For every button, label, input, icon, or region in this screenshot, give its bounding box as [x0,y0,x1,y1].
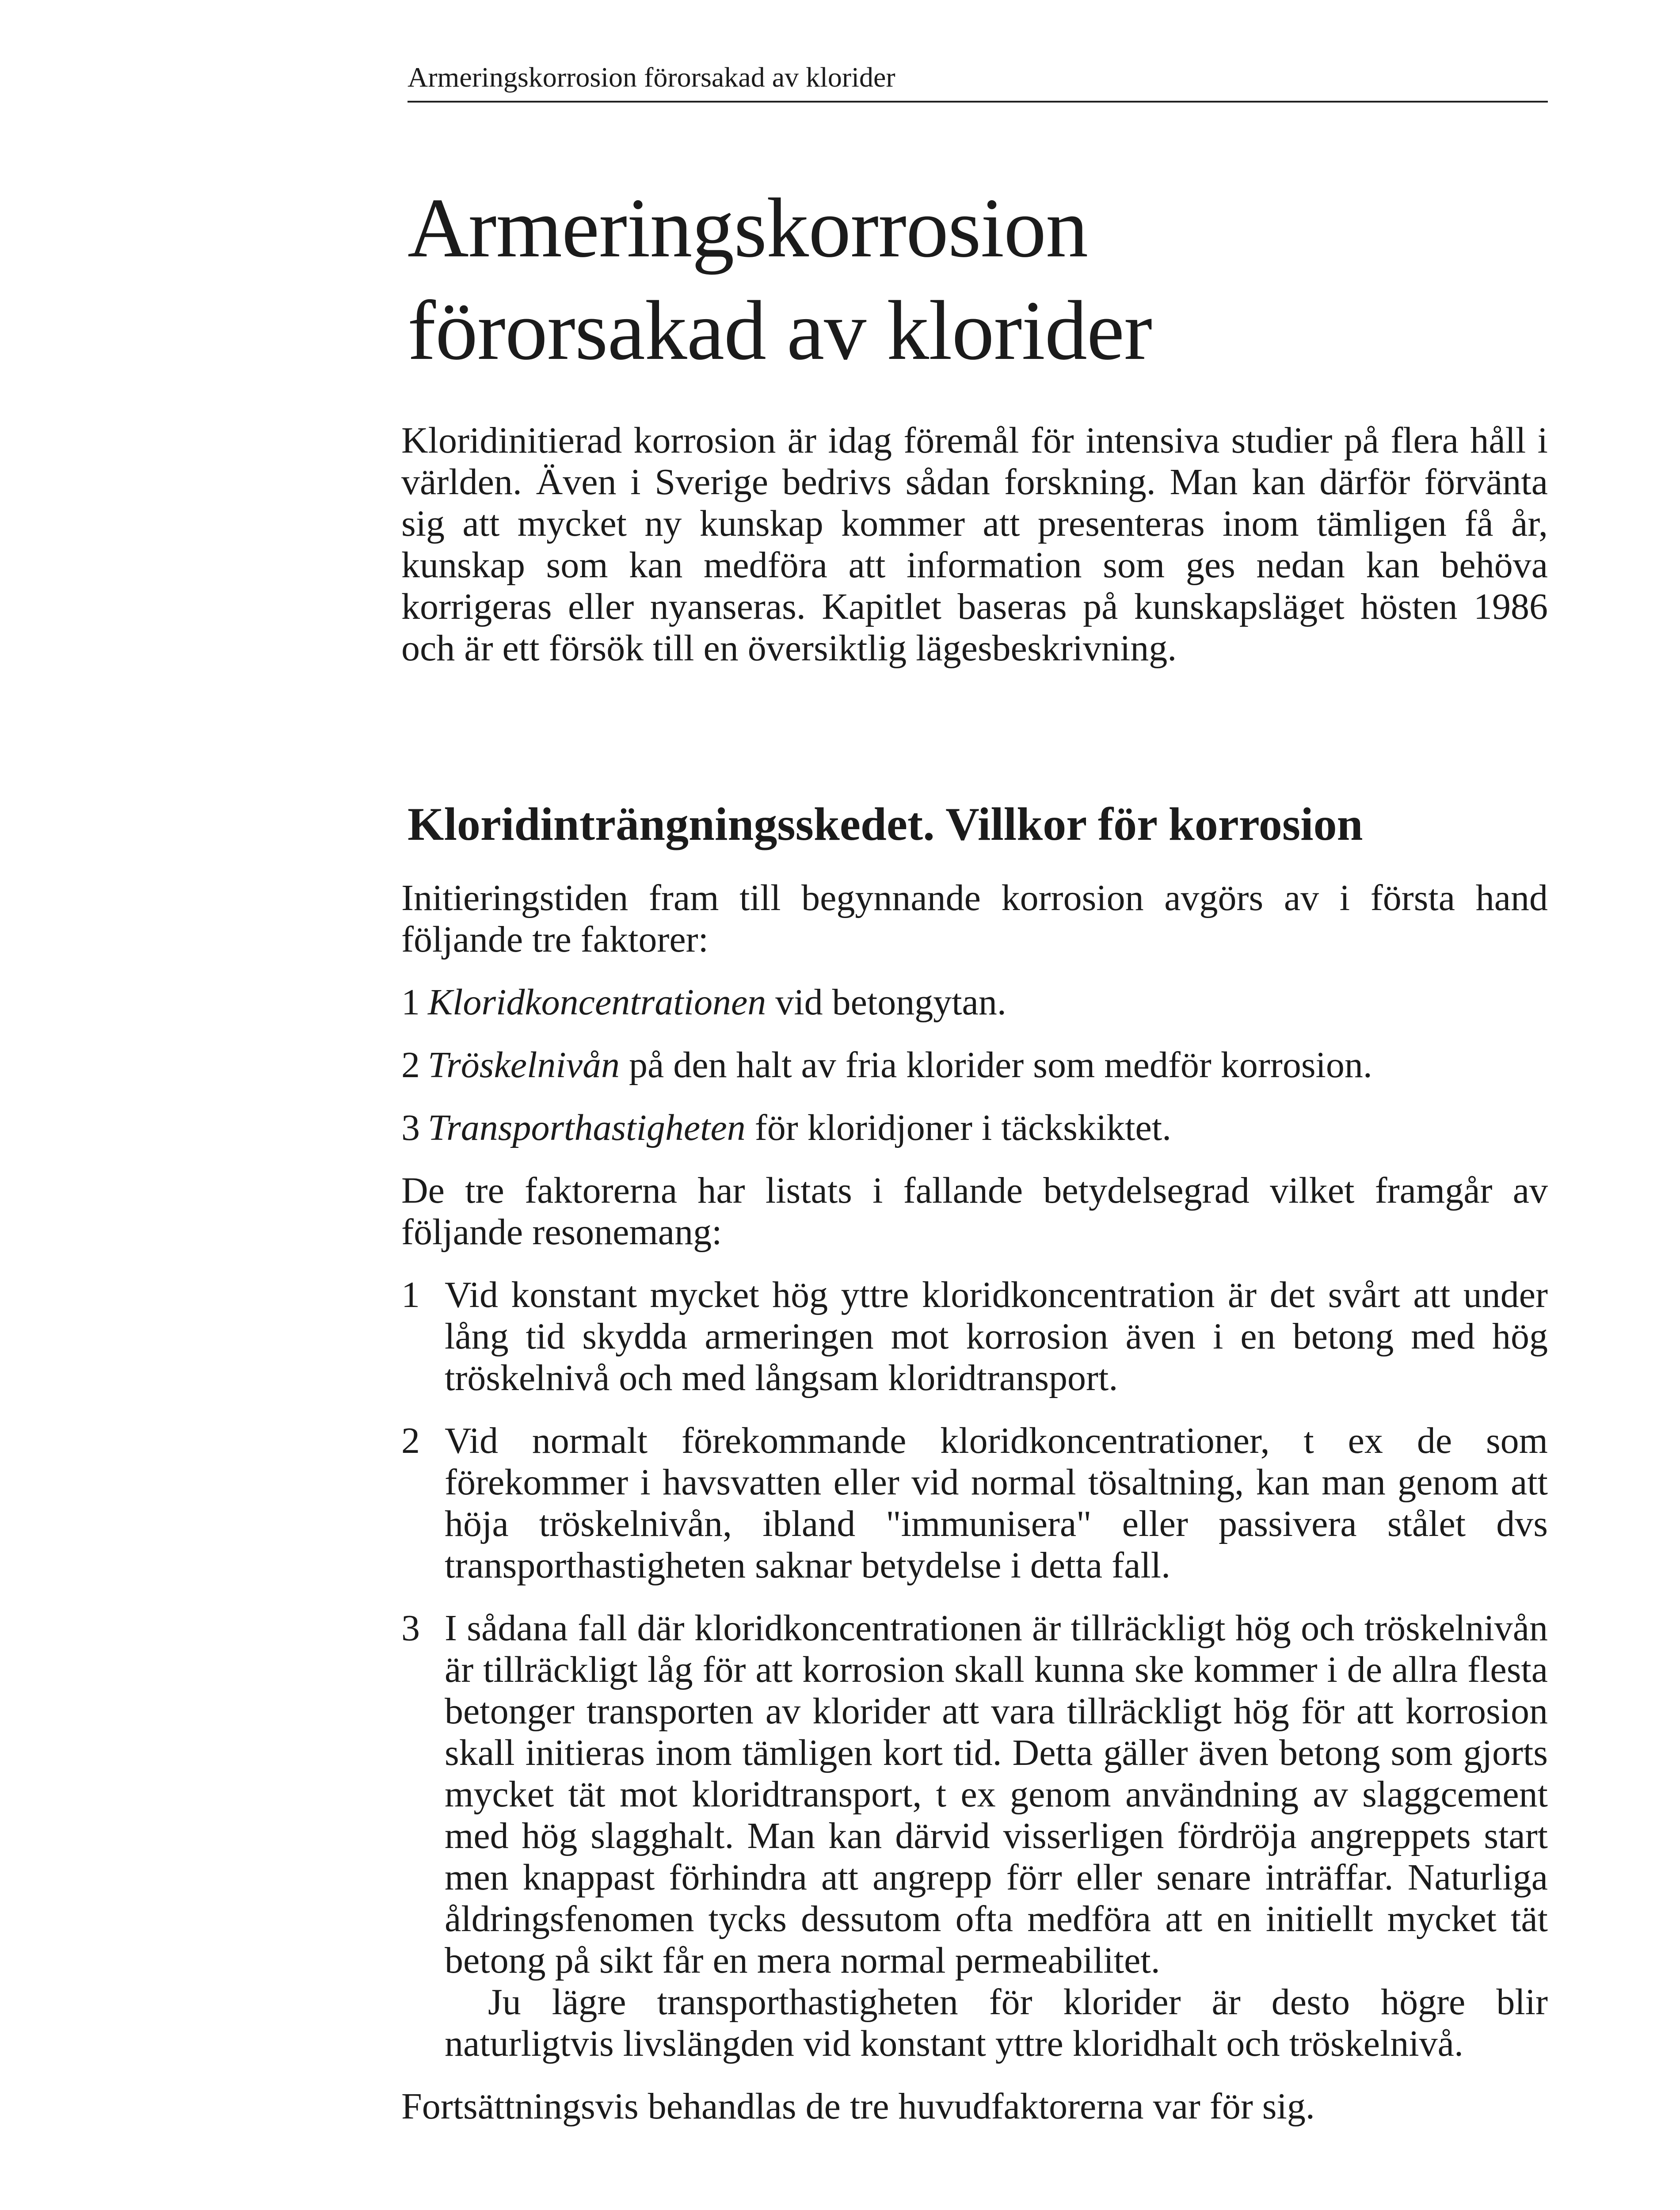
point-text: I sådana fall där kloridkoncentrationen är tillräckligt hög och tröskelnivån är tillräckligt låg för att korrosion skall kunna ske kommer i de allra flesta betonger transporten av klorider att vara tillräckligt hög för att korrosion skall initieras inom tämligen kort tid. Detta gäller även betong som gjorts mycket tät mot kloridtransport, t ex genom användning av slaggcement med hög slagghalt. Man kan därvid visserligen fördröja angreppets start men knappast förhindra att angrepp förr eller senare inträffar. Naturliga åldringsfenomen tycks dessutom ofta medföra att en initiellt mycket tät betong på sikt får en mera normal permeabilitet. [445,1608,1548,1981]
section-lead: Initieringstiden fram till begynnande korrosion avgörs av i första hand följande tre faktorer: [401,877,1548,960]
factor-term: Kloridkoncentrationen [428,982,766,1023]
followup-text: Ju lägre transporthastigheten för klorider är desto högre blir naturligtvis livslängden vid konstant yttre kloridhalt och tröskelnivå. [445,1981,1548,2064]
point-number: 2 [401,1420,420,1461]
point-3-followup [401,1981,1548,2065]
title-line-2: förorsakad av klorider [408,283,1152,377]
factor-item-2 [401,1044,1548,1086]
order-lead: De tre faktorerna har listats i fallande betydelsegrad vilket framgår av följande resonemang: [401,1170,1548,1253]
factor-term: Transporthastigheten [428,1107,746,1148]
page-title [408,177,1548,382]
point-text: Vid normalt förekommande kloridkoncentrationer, t ex de som förekommer i havsvatten eller vid normal tösaltning, kan man genom att höja tröskelnivån, ibland "immunisera" eller passivera stålet dvs transporthastigheten saknar betydelse i detta fall. [445,1420,1548,1586]
factor-text: vid betongytan. [766,982,1006,1023]
closing-paragraph: Fortsättningsvis behandlas de tre huvudfaktorerna var för sig. [401,2086,1315,2127]
factor-text: för kloridjoner i täckskiktet. [745,1107,1172,1148]
factor-item-1 [401,982,1548,1023]
factor-text: på den halt av fria klorider som medför korrosion. [620,1044,1372,1086]
point-item-2 [401,1420,1548,1586]
factor-item-3 [401,1107,1548,1149]
factor-number: 3 [401,1107,420,1148]
section-body [401,877,1548,2149]
point-number: 3 [401,1608,420,1649]
factor-term: Tröskelnivån [428,1044,620,1086]
section-heading: Kloridinträngningsskedet. Villkor för korrosion [408,798,1363,850]
point-text: Vid konstant mycket hög yttre kloridkoncentration är det svårt att under lång tid skydda armeringen mot korrosion även i en betong med hög tröskelnivå och med långsam kloridtransport. [445,1274,1548,1398]
point-item-1 [401,1274,1548,1399]
running-head: Armeringskorrosion förorsakad av klorider [408,57,1548,103]
intro-paragraph: Kloridinitierad korrosion är idag föremål för intensiva studier på flera håll i världen. Även i Sverige bedrivs sådan forskning. Man kan därför förvänta sig att mycket ny kunskap kommer att presenteras inom tämligen få år, kunskap som kan medföra att information som ges nedan kan behöva korrigeras eller nyanseras. Kapitlet baseras på kunskapsläget hösten 1986 och är ett försök till en översiktlig lägesbeskrivning. [401,420,1548,669]
point-item-3 [401,1608,1548,1981]
factor-number: 2 [401,1044,420,1086]
factor-number: 1 [401,982,420,1023]
point-number: 1 [401,1274,420,1315]
title-line-1: Armeringskorrosion [408,181,1088,275]
